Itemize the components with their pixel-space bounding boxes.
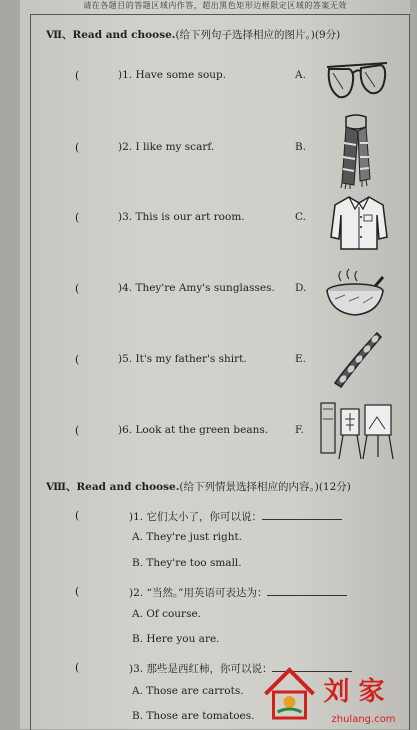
answer-paren[interactable]: ( — [75, 211, 80, 224]
shirt-icon — [329, 193, 389, 251]
answer-paren[interactable]: ( — [75, 282, 80, 295]
section8-title-cn: (给下列情景选择相应的内容。)(12分) — [179, 481, 351, 493]
answer-blank[interactable] — [267, 587, 347, 596]
question-prompt: )2. “当然。”用英语可表达为： — [129, 587, 268, 599]
answer-paren[interactable]: ( — [75, 69, 80, 82]
question-prompt: )3. 那些是西红柿，你可以说： — [129, 663, 273, 675]
option-letter: F. — [295, 424, 304, 436]
sunglasses-icon — [321, 59, 393, 105]
option-letter: A. — [295, 69, 306, 81]
option-letter: C. — [295, 211, 306, 223]
exam-page — [20, 0, 410, 729]
section8-title-en: Ⅷ、Read and choose. — [46, 481, 180, 493]
choice-item[interactable]: B. Here you are. — [132, 633, 220, 645]
logo-url: zhulang.com — [331, 714, 396, 725]
question-text: )4. They're Amy's sunglasses. — [118, 282, 275, 294]
question-text: )6. Look at the green beans. — [118, 424, 269, 436]
choice-item[interactable]: B. They're too small. — [132, 557, 242, 569]
scarf-icon — [336, 113, 376, 189]
answer-paren[interactable]: ( — [75, 424, 80, 437]
question-text — [129, 509, 342, 524]
option-letter: D. — [295, 282, 307, 294]
question-text: )1. Have some soup. — [118, 69, 227, 81]
question-text — [129, 585, 347, 600]
art-room-icon — [319, 395, 399, 461]
section7-title-en: Ⅶ、Read and choose. — [46, 29, 176, 41]
option-letter: B. — [295, 141, 307, 153]
answer-paren[interactable]: ( — [75, 353, 80, 366]
question-prompt: )1. 它们太小了，你可以说： — [129, 511, 262, 523]
question-text: )5. It's my father's shirt. — [118, 353, 247, 365]
answer-paren[interactable]: ( — [75, 661, 80, 674]
logo-text: 刘 家 — [323, 677, 385, 707]
option-letter: E. — [295, 353, 307, 365]
question-text: )3. This is our art room. — [118, 211, 245, 223]
choice-item[interactable]: B. Those are tomatoes. — [132, 710, 255, 722]
section8-title — [46, 479, 351, 494]
green-beans-icon — [329, 327, 385, 389]
choice-item[interactable]: A. Of course. — [132, 608, 202, 620]
answer-blank[interactable] — [262, 511, 342, 520]
section7-title — [46, 27, 340, 42]
choice-item[interactable]: A. Those are carrots. — [132, 685, 244, 697]
answer-paren[interactable]: ( — [75, 141, 80, 154]
site-logo — [260, 660, 417, 729]
section7-title-cn: (给下列句子选择相应的图片。)(9分) — [175, 29, 341, 41]
question-text: )2. I like my scarf. — [118, 141, 215, 153]
answer-paren[interactable]: ( — [75, 585, 80, 598]
answer-frame — [30, 14, 410, 730]
soup-bowl-icon — [323, 267, 387, 319]
answer-paren[interactable]: ( — [75, 509, 80, 522]
choice-item[interactable]: A. They're just right. — [132, 531, 243, 543]
top-notice: 请在各题目的答题区域内作答，超出黑色矩形边框限定区域的答案无效 — [83, 1, 347, 10]
